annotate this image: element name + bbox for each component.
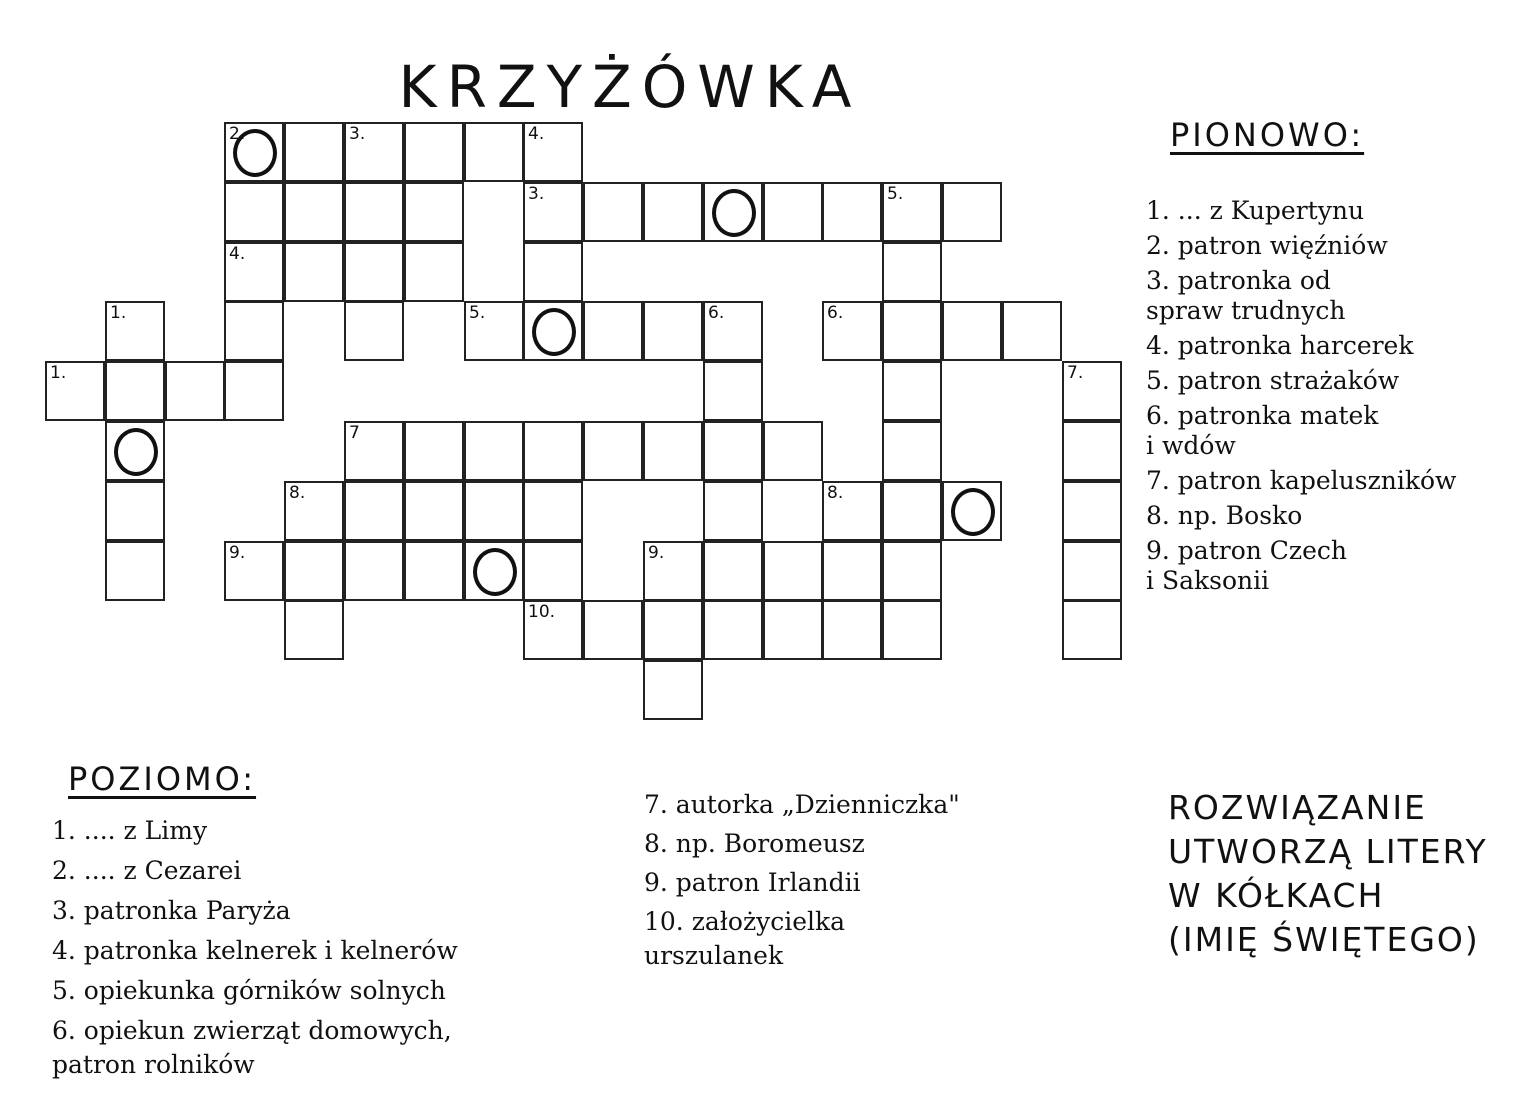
cell-number: 1.: [50, 363, 67, 383]
cell-number: 4.: [528, 124, 545, 144]
crossword-cell[interactable]: [703, 481, 763, 541]
cell-number: 3.: [349, 124, 366, 144]
crossword-cell[interactable]: [882, 182, 942, 242]
cell-number: 5.: [887, 184, 904, 204]
solution-circle-marker: [951, 488, 995, 536]
down-clue: 4. patronka harcerek: [1146, 331, 1414, 360]
down-clue: 3. patronka od spraw trudnych: [1146, 266, 1346, 325]
cell-number: 7: [349, 423, 360, 443]
down-clue: 6. patronka matek i wdów: [1146, 401, 1379, 460]
across-clue: 3. patronka Paryża: [52, 896, 291, 925]
crossword-cell[interactable]: [583, 301, 643, 361]
crossword-cell[interactable]: [284, 242, 344, 302]
page-title: KRZYŻÓWKA: [398, 52, 862, 121]
crossword-cell[interactable]: [822, 600, 882, 660]
crossword-cell[interactable]: [105, 421, 165, 481]
crossword-cell[interactable]: [105, 301, 165, 361]
cell-number: 2.: [229, 124, 246, 144]
crossword-cell[interactable]: [643, 421, 703, 481]
crossword-cell[interactable]: [942, 481, 1002, 541]
crossword-cell[interactable]: [464, 301, 524, 361]
crossword-cell[interactable]: [822, 541, 882, 601]
crossword-cell[interactable]: [523, 301, 583, 361]
crossword-cell[interactable]: [224, 301, 284, 361]
cell-number: 7.: [1067, 363, 1084, 383]
across-clues-list-left: [52, 814, 632, 1088]
crossword-cell[interactable]: [703, 182, 763, 242]
crossword-cell[interactable]: [822, 301, 882, 361]
down-clue: 8. np. Bosko: [1146, 501, 1303, 530]
crossword-cell[interactable]: [45, 361, 105, 421]
crossword-cell[interactable]: [284, 182, 344, 242]
across-clue: 10. założycielka urszulanek: [644, 907, 846, 970]
crossword-cell[interactable]: [224, 122, 284, 182]
crossword-cell[interactable]: [643, 541, 703, 601]
crossword-cell[interactable]: [464, 421, 524, 481]
crossword-cell[interactable]: [882, 242, 942, 302]
across-clues-list-right: [644, 788, 1114, 978]
crossword-cell[interactable]: [523, 421, 583, 481]
crossword-cell[interactable]: [942, 301, 1002, 361]
crossword-cell[interactable]: [404, 541, 464, 601]
crossword-cell[interactable]: [1062, 481, 1122, 541]
cell-number: 4.: [229, 244, 246, 264]
crossword-cell[interactable]: [643, 182, 703, 242]
cell-number: 3.: [528, 184, 545, 204]
crossword-cell[interactable]: [583, 600, 643, 660]
crossword-cell[interactable]: [703, 361, 763, 421]
down-clue: 9. patron Czech i Saksonii: [1146, 536, 1348, 595]
across-clue: 8. np. Boromeusz: [644, 829, 865, 858]
crossword-cell[interactable]: [224, 242, 284, 302]
across-clue: 7. autorka „Dzienniczka": [644, 790, 960, 819]
crossword-cell[interactable]: [344, 541, 404, 601]
across-clue: 9. patron Irlandii: [644, 868, 861, 897]
crossword-cell[interactable]: [284, 600, 344, 660]
crossword-cell[interactable]: [464, 541, 524, 601]
crossword-cell[interactable]: [643, 660, 703, 720]
crossword-cell[interactable]: [404, 122, 464, 182]
cell-number: 9.: [229, 543, 246, 563]
crossword-cell[interactable]: [763, 541, 823, 601]
crossword-cell[interactable]: [344, 301, 404, 361]
crossword-cell[interactable]: [703, 301, 763, 361]
crossword-cell[interactable]: [882, 600, 942, 660]
crossword-cell[interactable]: [763, 182, 823, 242]
crossword-cell[interactable]: [404, 481, 464, 541]
crossword-cell[interactable]: [882, 481, 942, 541]
crossword-cell[interactable]: [703, 600, 763, 660]
crossword-cell[interactable]: [882, 541, 942, 601]
crossword-cell[interactable]: [763, 600, 823, 660]
solution-circle-marker: [532, 308, 576, 356]
crossword-cell[interactable]: [703, 421, 763, 481]
cell-number: 6.: [827, 303, 844, 323]
crossword-cell[interactable]: [344, 122, 404, 182]
solution-circle-marker: [473, 548, 517, 596]
crossword-cell[interactable]: [344, 182, 404, 242]
crossword-cell[interactable]: [344, 242, 404, 302]
crossword-cell[interactable]: [344, 481, 404, 541]
solution-note: ROZWIĄZANIE UTWORZĄ LITERY W KÓŁKACH (IMIĘ ŚWIĘTEGO): [1168, 788, 1488, 959]
across-clue: 6. opiekun zwierząt domowych, patron rolników: [52, 1016, 452, 1079]
down-clue: 1. ... z Kupertynu: [1146, 196, 1365, 225]
crossword-cell[interactable]: [763, 421, 823, 481]
crossword-cell[interactable]: [105, 361, 165, 421]
cell-number: 8.: [827, 483, 844, 503]
crossword-cell[interactable]: [224, 361, 284, 421]
crossword-cell[interactable]: [583, 182, 643, 242]
crossword-cell[interactable]: [942, 182, 1002, 242]
crossword-cell[interactable]: [404, 242, 464, 302]
cell-number: 5.: [469, 303, 486, 323]
crossword-cell[interactable]: [1062, 541, 1122, 601]
crossword-cell[interactable]: [703, 541, 763, 601]
crossword-cell[interactable]: [284, 122, 344, 182]
crossword-cell[interactable]: [1062, 421, 1122, 481]
down-clues-list: [1146, 196, 1526, 601]
down-clue: 7. patron kapeluszników: [1146, 466, 1457, 495]
crossword-cell[interactable]: [224, 541, 284, 601]
down-clues-heading: PIONOWO:: [1170, 116, 1365, 154]
crossword-cell[interactable]: [882, 361, 942, 421]
crossword-cell[interactable]: [344, 421, 404, 481]
crossword-cell[interactable]: [284, 481, 344, 541]
cell-number: 9.: [648, 543, 665, 563]
crossword-cell[interactable]: [464, 122, 524, 182]
crossword-cell[interactable]: [1062, 600, 1122, 660]
crossword-cell[interactable]: [523, 541, 583, 601]
crossword-cell[interactable]: [105, 481, 165, 541]
crossword-cell[interactable]: [105, 541, 165, 601]
crossword-cell[interactable]: [583, 421, 643, 481]
cell-number: 10.: [528, 602, 556, 622]
across-clue: 4. patronka kelnerek i kelnerów: [52, 936, 458, 965]
solution-circle-marker: [114, 428, 158, 476]
crossword-cell[interactable]: [523, 481, 583, 541]
crossword-cell[interactable]: [523, 122, 583, 182]
crossword-cell[interactable]: [882, 421, 942, 481]
crossword-cell[interactable]: [643, 600, 703, 660]
crossword-cell[interactable]: [464, 481, 524, 541]
across-clue: 5. opiekunka górników solnych: [52, 976, 446, 1005]
crossword-cell[interactable]: [822, 182, 882, 242]
down-clue: 2. patron więźniów: [1146, 231, 1388, 260]
crossword-cell[interactable]: [822, 481, 882, 541]
crossword-cell[interactable]: [523, 182, 583, 242]
across-clue: 1. .... z Limy: [52, 816, 208, 845]
solution-circle-marker: [233, 129, 277, 177]
crossword-cell[interactable]: [1002, 301, 1062, 361]
across-clues-heading: POZIOMO:: [68, 760, 257, 798]
down-clue: 5. patron strażaków: [1146, 366, 1400, 395]
cell-number: 8.: [289, 483, 306, 503]
crossword-cell[interactable]: [284, 541, 344, 601]
cell-number: 1.: [110, 303, 127, 323]
crossword-cell[interactable]: [523, 600, 583, 660]
across-clue: 2. .... z Cezarei: [52, 856, 242, 885]
solution-circle-marker: [712, 189, 756, 237]
crossword-cell[interactable]: [523, 242, 583, 302]
crossword-cell[interactable]: [224, 182, 284, 242]
crossword-cell[interactable]: [404, 421, 464, 481]
crossword-cell[interactable]: [165, 361, 225, 421]
crossword-cell[interactable]: [643, 301, 703, 361]
crossword-cell[interactable]: [1062, 361, 1122, 421]
crossword-cell[interactable]: [404, 182, 464, 242]
crossword-cell[interactable]: [882, 301, 942, 361]
cell-number: 6.: [708, 303, 725, 323]
